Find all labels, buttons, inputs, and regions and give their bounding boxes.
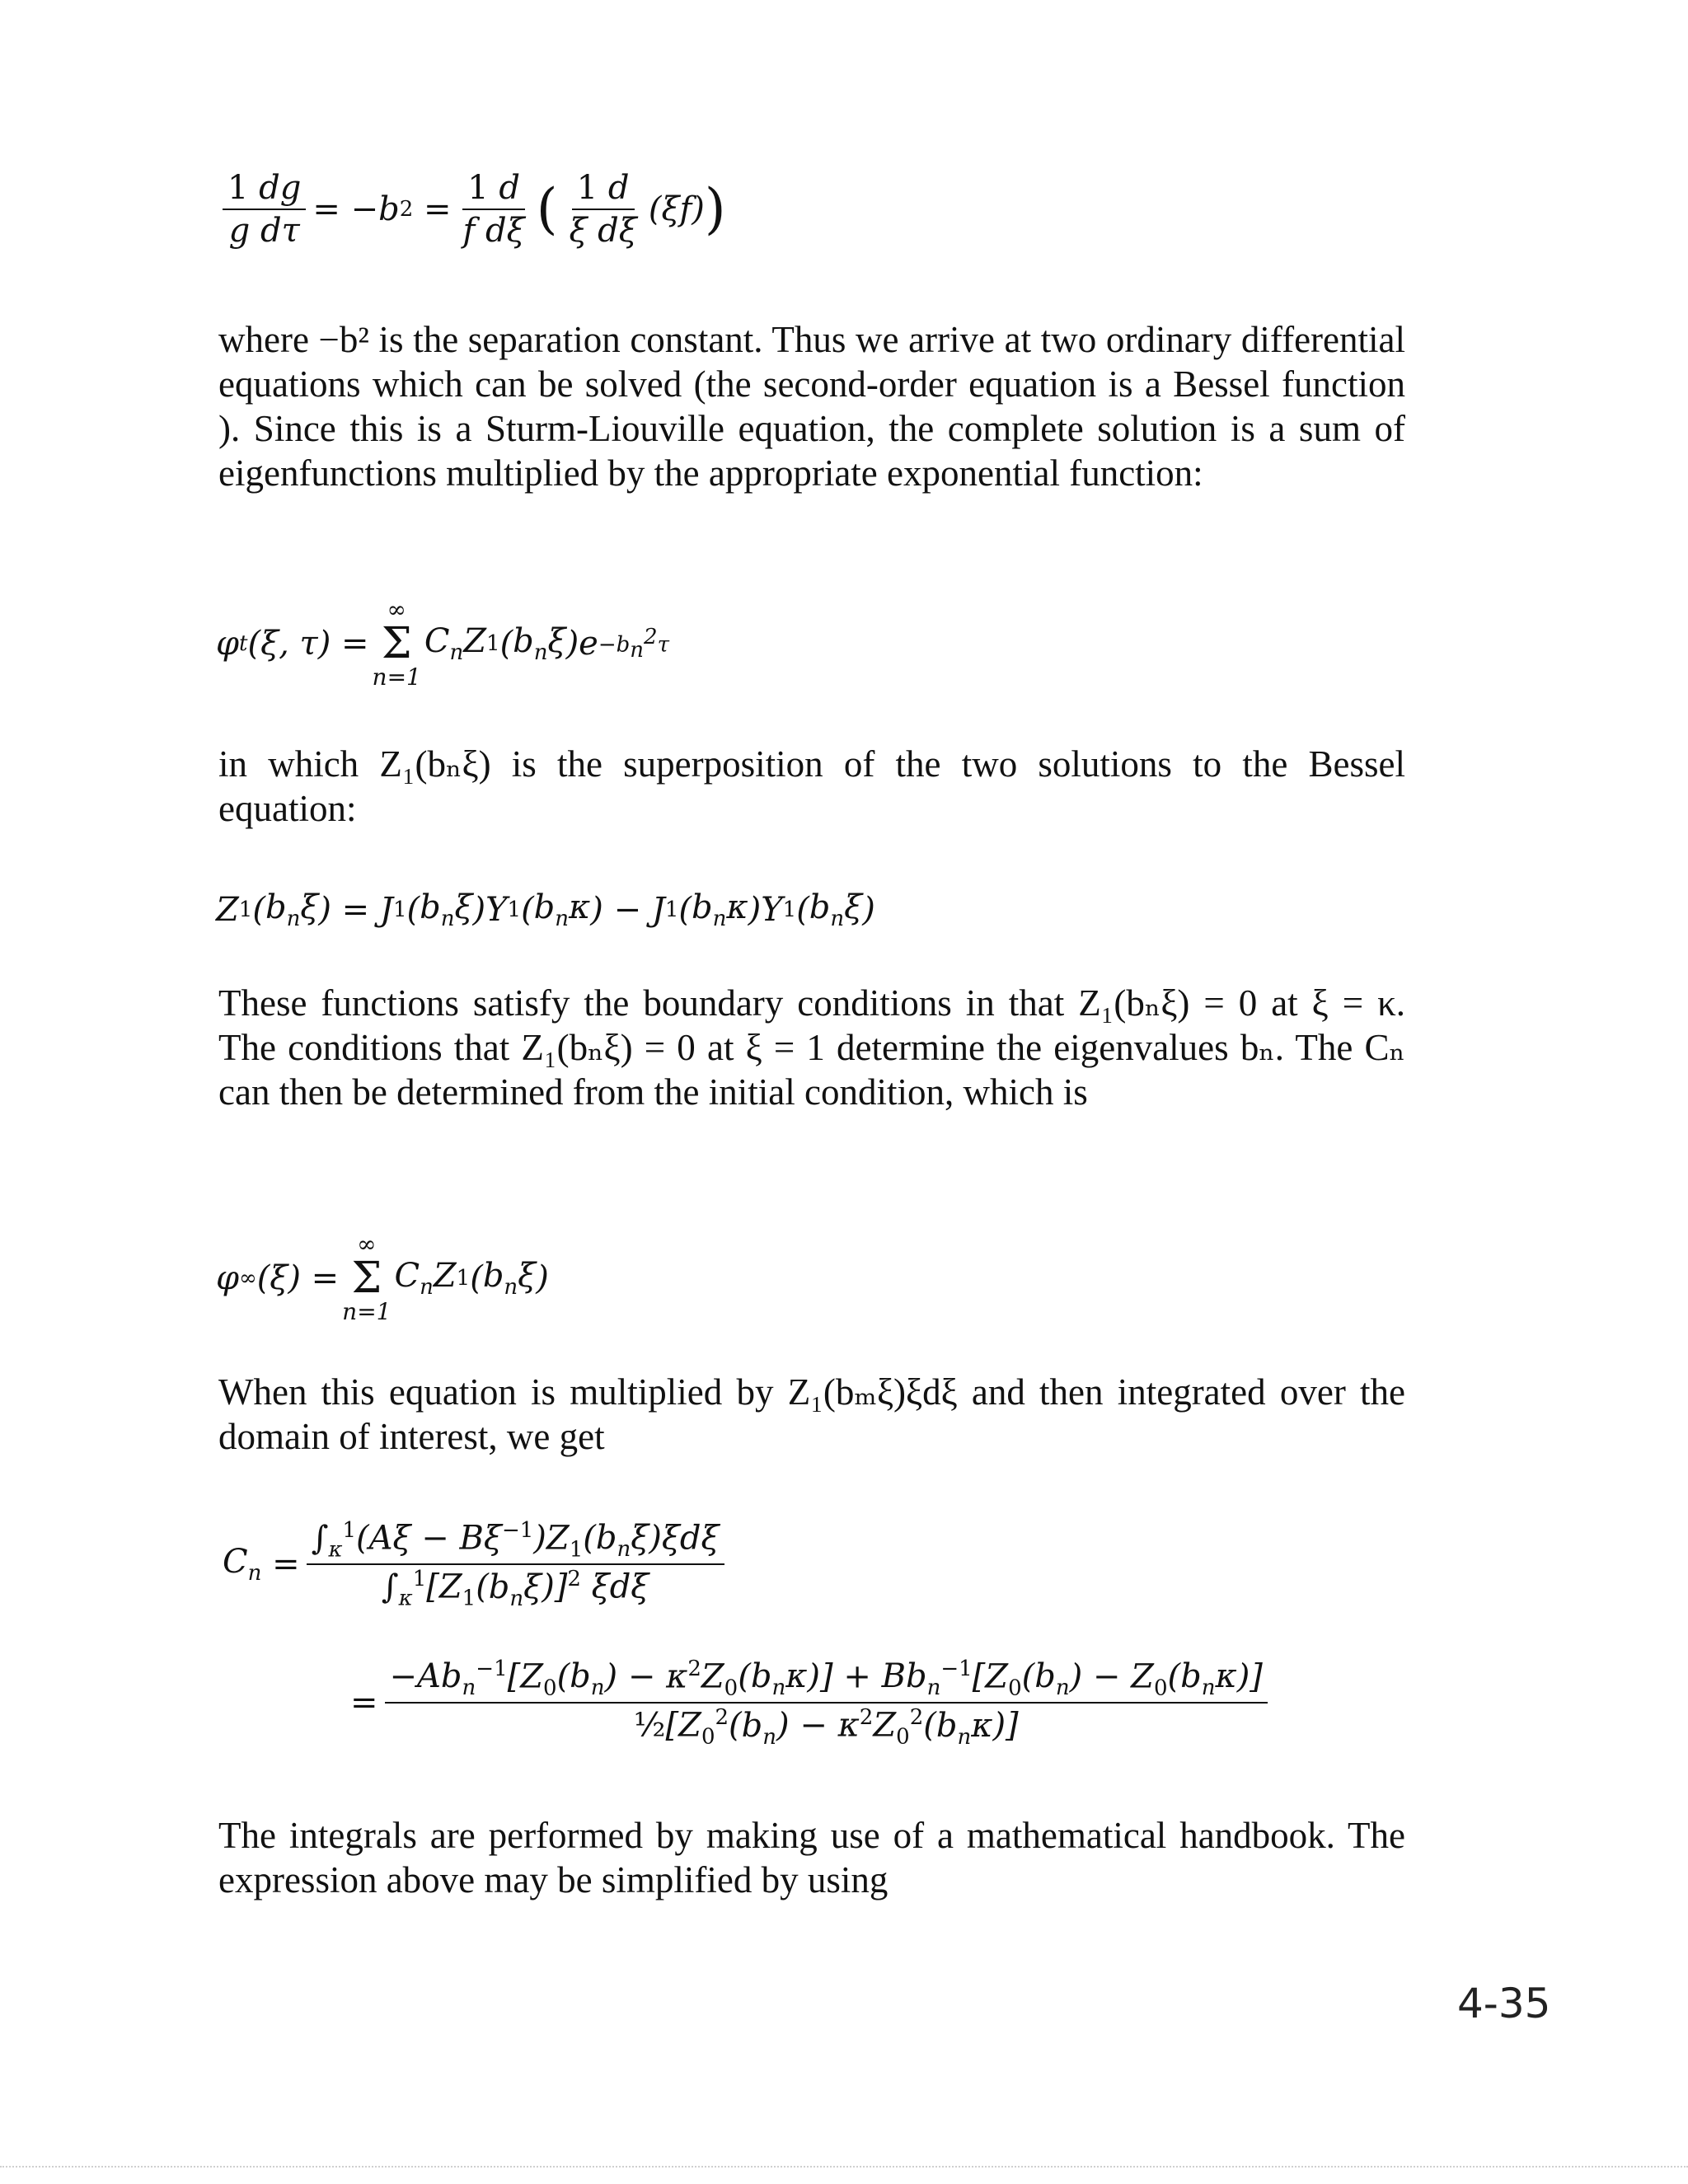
paragraph-separation: where −b² is the separation constant. Thus we arrive at two ordinary differential equations which can be solved (the second-order equation is a Bessel function ). Since this is a Sturm-Liouville equation, the complete solution is a sum of eigenfunctions multiplied by the appropriate exponential function: <box>218 319 1405 494</box>
equation-coefficient-cn-evaluated: = $\frac{-Ab_n^{-1}[Z_0(b_n) - \kappa^2Z_0(b_n\kappa)] + Bb_n^{-1}[Z_0(b_n) - Z_0(b_n\kappa)]}{\frac{1}{2}[Z_0^2(b_n) - \kappa^2Z_0^2(b_n\kappa)]}$ <box>350 1657 1274 1750</box>
paragraph-orthogonality: When this equation is multiplied by Z₁(bₘξ)ξdξ and then integrated over the domain of interest, we get <box>218 1371 1405 1457</box>
equation-separation: $\frac{1 dg}{\text{g dτ}}$ = − b 2 = $\frac{1 d}{\text{f dξ}}$ ( $\frac{1 d}{\text{ξ dξ}}$ ( ξf ) ) <box>216 169 726 250</box>
paragraph-superposition: in which Z₁(bₙξ) is the superposition of the two solutions to the Bessel equation: <box>218 743 1405 829</box>
equation-z1-definition: Z 1 ( $b_n\xi$ ) = J 1 ( $b_n\xi$ ) Y 1 ( $b_n\kappa$ ) − J 1 ( $b_n\kappa$ ) Y 1 ( $b_n\xi$ ) <box>216 888 875 931</box>
equation-coefficient-cn: $C_n$ = $\frac{\int_\kappa^1(A\xi - B\xi^{-1})Z_1(b_n\xi)\xi d\xi}{\int_\kappa^1[Z_1(b_n\xi)]^2 \xi d\xi}$ <box>223 1518 731 1611</box>
paragraph-handbook: The integrals are performed by making use of a mathematical handbook. The expression above may be simplified by using <box>218 1815 1405 1900</box>
equation-series-solution: φ t ( ξ , τ ) = ∞ Σ n=1 $C_nZ$ 1 ( $b_n\xi$ ) e $-b_n^2\tau$ <box>216 596 669 691</box>
page-number: 4-35 <box>1457 1980 1551 2027</box>
paragraph-boundary-conditions: These functions satisfy the boundary conditions in that Z₁(bₙξ) = 0 at ξ = κ. The conditions that Z₁(bₙξ) = 0 at ξ = 1 determine the eigenvalues bₙ. The Cₙ can then be determined from the initial condition, which is <box>218 982 1405 1113</box>
bottom-scan-edge <box>0 2166 1688 2168</box>
equation-initial-condition: φ ∞ ( ξ ) = ∞ Σ n=1 $C_nZ$ 1 ( $b_n\xi$ ) <box>216 1230 549 1325</box>
